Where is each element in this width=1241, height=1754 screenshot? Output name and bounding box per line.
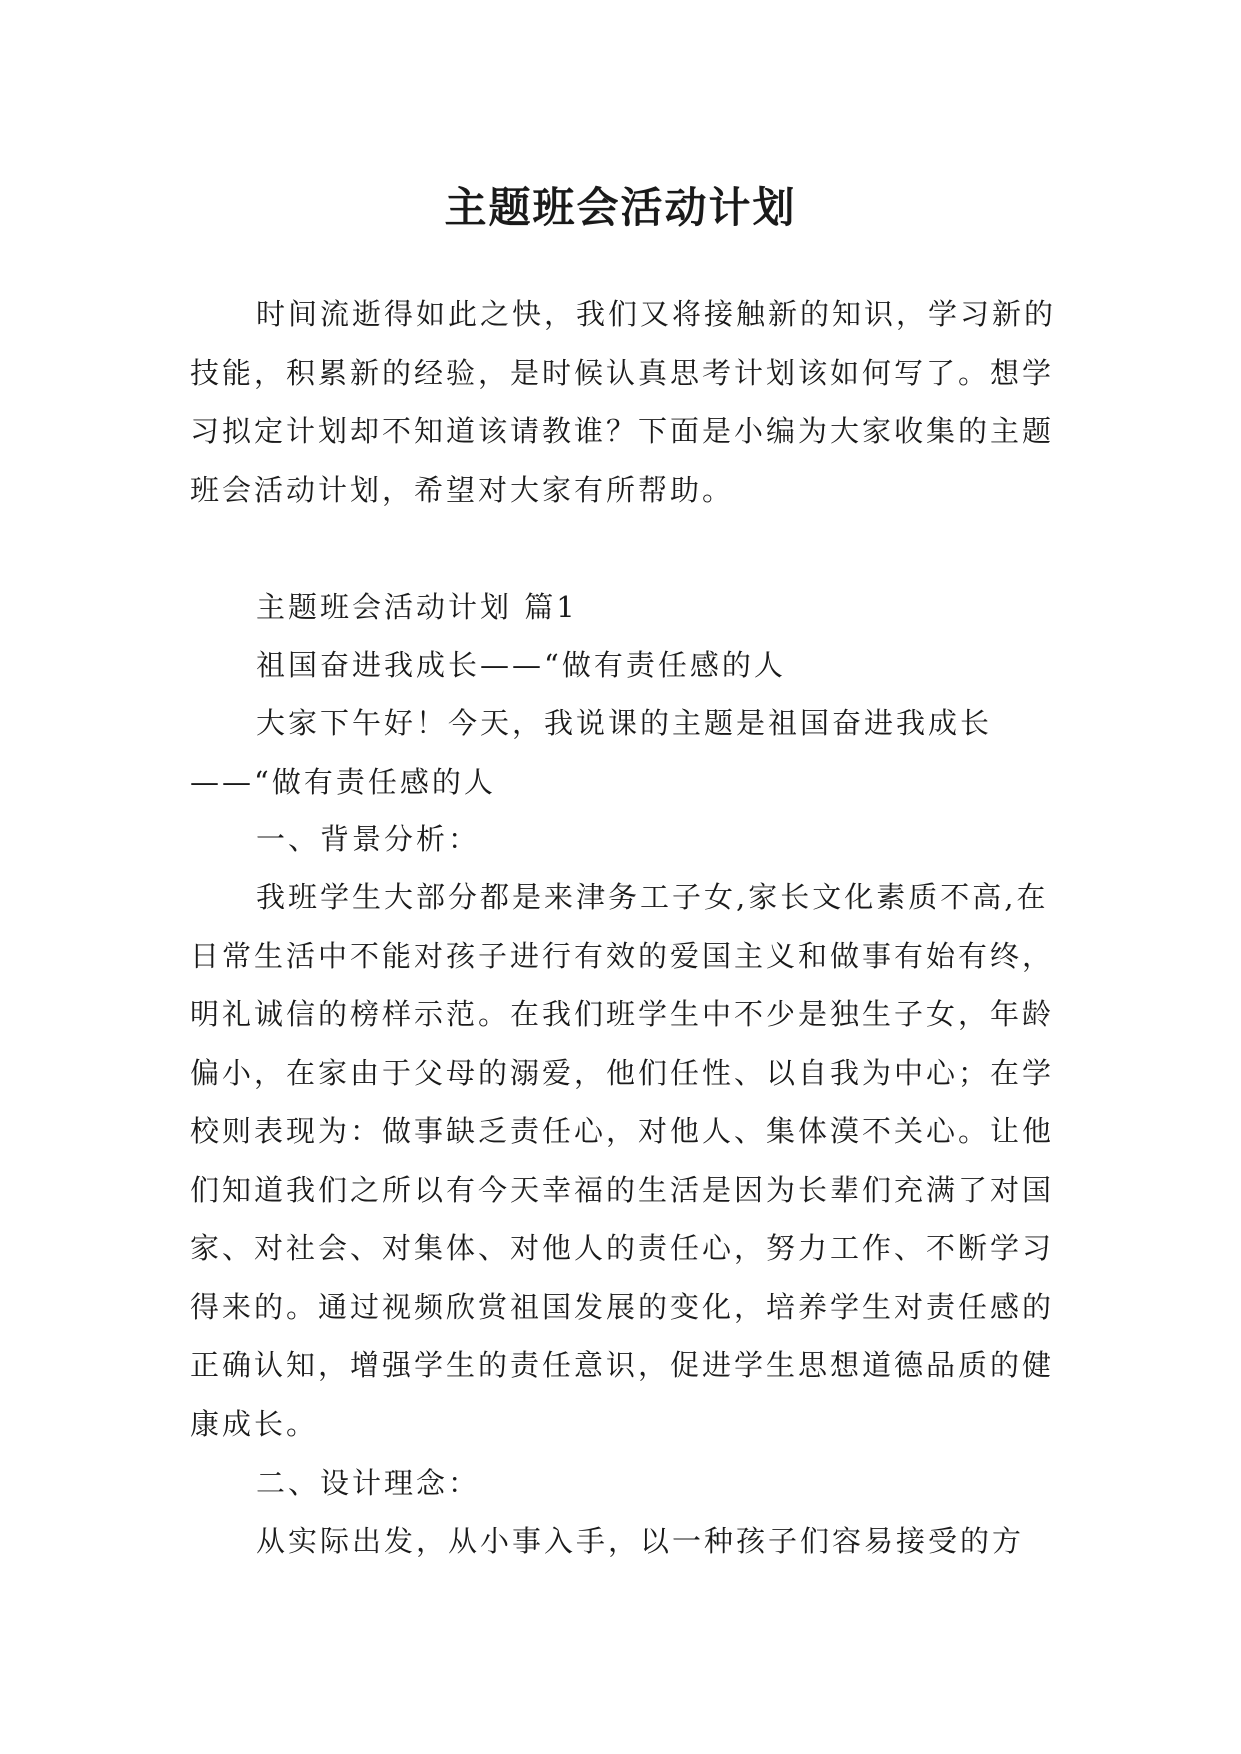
- background-heading: 一、背景分析：: [256, 822, 481, 856]
- document-title: 主题班会活动计划: [444, 183, 797, 233]
- intro-paragraph: 时间流逝得如此之快，我们又将接触新的知识，学习新的技能，积累新的经验，是时候认真思考计划该如何写了。想学习拟定计划却不知道该请教谁？下面是小编为大家收集的主题班会活动计划，希望对大家有所帮助。: [190, 297, 1057, 507]
- background-paragraph: 我班学生大部分都是来津务工子女,家长文化素质不高,在日常生活中不能对孩子进行有效的爱国主义和做事有始有终，明礼诚信的榜样示范。在我们班学生中不少是独生子女，年龄偏小，在家由于父母的溺爱，他们任性、以自我为中心；在学校则表现为：做事缺乏责任心，对他人、集体漠不关心。让他们知道我们之所以有今天幸福的生活是因为长辈们充满了对国家、对社会、对集体、对他人的责任心，努力工作、不断学习得来的。通过视频欣赏祖国发展的变化，培养学生对责任感的正确认知，增强学生的责任意识，促进学生思想道德品质的健康成长。: [190, 880, 1055, 1441]
- design-heading: 二、设计理念：: [256, 1466, 481, 1500]
- design-paragraph: 从实际出发，从小事入手，以一种孩子们容易接受的方: [256, 1524, 1025, 1558]
- greeting-paragraph: 大家下午好！今天，我说课的主题是祖国奋进我成长——“做有责任感的人: [190, 706, 993, 799]
- section-subtitle: 祖国奋进我成长——“做有责任感的人: [256, 648, 786, 682]
- section-heading: 主题班会活动计划 篇1: [256, 590, 578, 624]
